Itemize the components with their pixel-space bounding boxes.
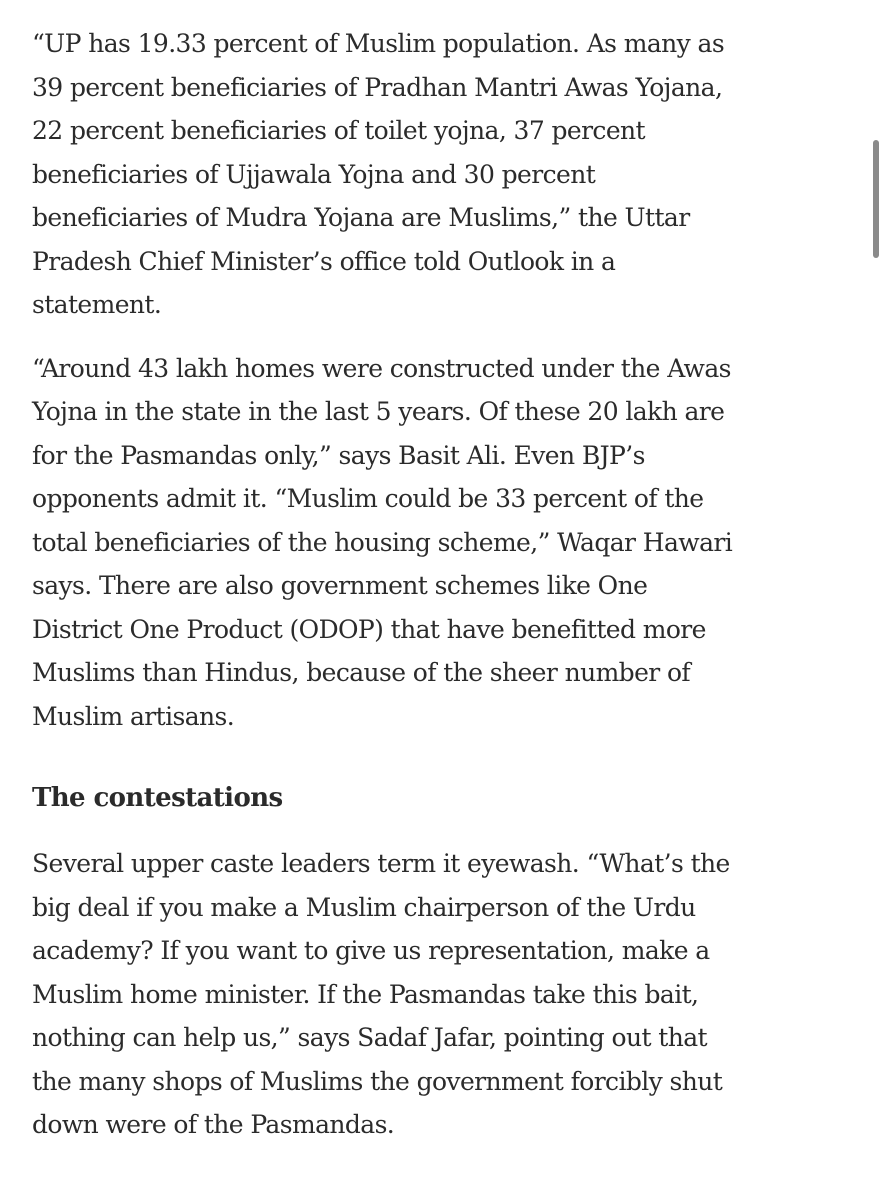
text-line: Pradesh Chief Minister’s office told Outlook in a [32, 246, 616, 276]
text-line: “UP has 19.33 percent of Muslim population. As many as [32, 29, 725, 58]
text-line: for the Pasmandas only,” says Basit Ali. Even BJP’s [32, 440, 645, 470]
text-line: beneficiaries of Mudra Yojana are Muslims,” the Uttar [32, 203, 690, 232]
text-line: statement. [32, 290, 162, 319]
text-line: Yojna in the state in the last 5 years. Of these 20 lakh are [32, 397, 725, 426]
text-line: Muslim home minister. If the Pasmandas take this bait, [32, 979, 699, 1009]
text-line: Several upper caste leaders term it eyewash. “What’s the [32, 849, 730, 878]
text-line: Muslims than Hindus, because of the sheer number of [32, 658, 691, 687]
paragraph-up-muslim-beneficiaries [32, 22, 822, 327]
scrollbar-thumb[interactable] [873, 140, 879, 258]
text-line: 39 percent beneficiaries of Pradhan Mantri Awas Yojana, [32, 72, 723, 102]
section-heading: The contestations [32, 783, 283, 813]
text-line: total beneficiaries of the housing scheme,” Waqar Hawari [32, 527, 733, 557]
text-line: beneficiaries of Ujjawala Yojna and 30 percent [32, 159, 596, 189]
text-line: Muslim artisans. [32, 701, 235, 731]
text-line: big deal if you make a Muslim chairperson of the Urdu [32, 892, 696, 922]
text-line: says. There are also government schemes like One [32, 571, 648, 600]
text-line: opponents admit it. “Muslim could be 33 percent of the [32, 484, 704, 513]
text-line: the many shops of Muslims the government forcibly shut [32, 1066, 723, 1096]
text-line: academy? If you want to give us representation, make a [32, 936, 710, 965]
text-line: 22 percent beneficiaries of toilet yojna, 37 percent [32, 116, 645, 145]
text-line: nothing can help us,” says Sadaf Jafar, pointing out that [32, 1023, 707, 1052]
text-line: District One Product (ODOP) that have benefitted more [32, 614, 706, 644]
article-body [32, 22, 822, 1167]
paragraph-contestations [32, 842, 822, 1147]
paragraph-awas-yojna-homes [32, 347, 822, 739]
text-line: “Around 43 lakh homes were constructed under the Awas [32, 353, 731, 383]
text-line: down were of the Pasmandas. [32, 1110, 395, 1139]
